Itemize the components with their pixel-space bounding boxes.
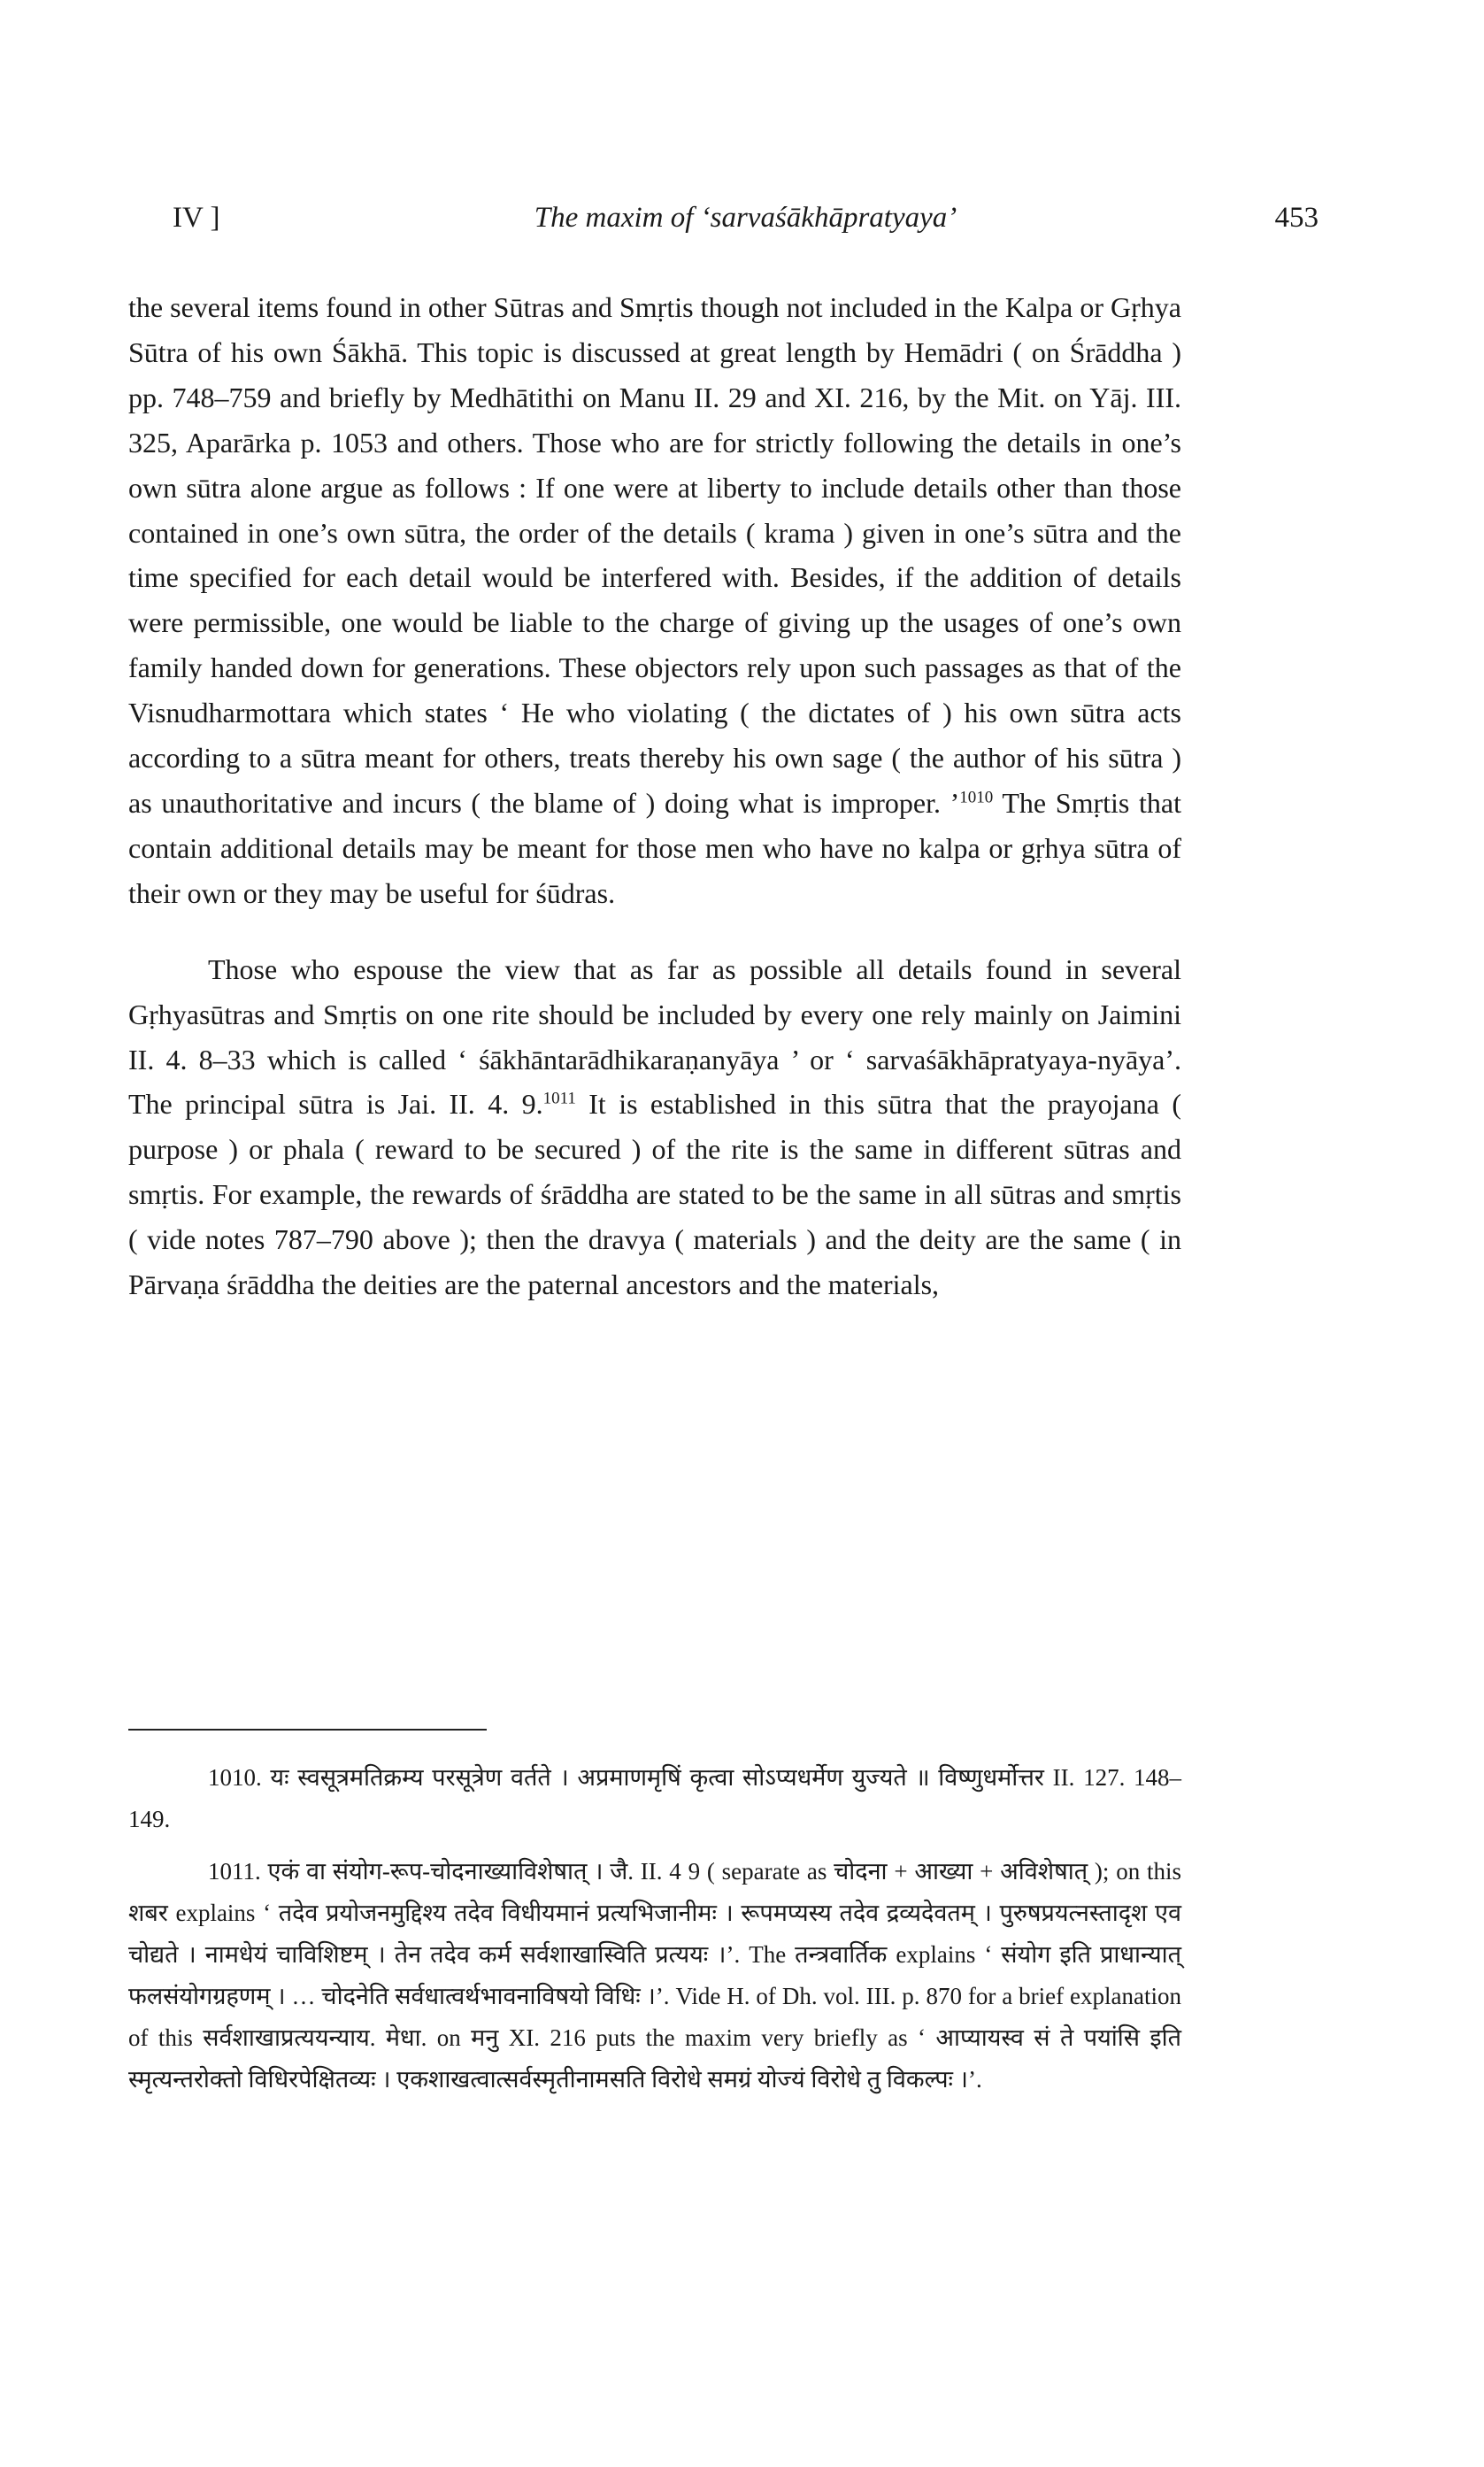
paragraph-2-text: Those who espouse the view that as far as possible all details found in several Gṛhyasūtras and Smṛtis on one rite should be included by every one rely mainly on Jaimini II. 4. 8–33 which is called ‘ śākhāntarādhikaraṇanyāya ’ or ‘ sarvaśākhāpratyaya-nyāya’. The principal sūtra is Jai. II. 4. 9. xyxy=(128,952,1181,1121)
main-text xyxy=(128,285,1181,1307)
footnote-1010: 1010. यः स्वसूत्रमतिक्रम्य परसूत्रेण वर्तते । अप्रमाणमृषिं कृत्वा सोऽप्यधर्मेण युज्यते ॥ विष्णुधर्मोत्तर II. 127. 148–149. xyxy=(128,1764,1181,1832)
footnote-ref-1010: 1010 xyxy=(959,788,994,807)
paragraph-1 xyxy=(128,285,1181,916)
chapter-number: IV ] xyxy=(173,202,220,234)
paragraph-1-continued: The Smṛtis that contain additional details may be meant for those men who have no kalpa or gṛhya sūtra of their own or they may be useful for śūdras. xyxy=(128,786,1182,909)
footnote-ref-1011: 1011 xyxy=(542,1089,576,1108)
running-title: The maxim of ‘sarvaśākhāpratyaya’ xyxy=(534,202,957,234)
footnotes xyxy=(128,1757,1181,2101)
paragraph-2-continued: It is established in this sūtra that the prayojana ( purpose ) or phala ( reward to be secured ) of the rite is the same in different sūtras and smṛtis. For example, the rewards of śrāddha are stated to be the same in all sūtras and smṛtis ( vide notes 787–790 above ); then the dravya ( materials ) and the deity are the same ( in Pārvaṇa śrāddha the deities are the paternal ancestors and the materials, xyxy=(128,1088,1182,1301)
footnote-separator xyxy=(128,1729,487,1731)
paragraph-2 xyxy=(128,947,1181,1307)
running-header xyxy=(173,202,1319,244)
page-number: 453 xyxy=(1274,202,1319,234)
paragraph-1-text: the several items found in other Sūtras and Smṛtis though not included in the Kalpa or Gṛhya Sūtra of his own Śākhā. This topic is discussed at great length by Hemādri ( on Śrāddha ) pp. 748–759 and briefly by Medhātithi on Manu II. 29 and XI. 216, by the Mit. on Yāj. III. 325, Aparārka p. 1053 and others. Those who are for strictly following the details in one’s own sūtra alone argue as follows : If one were at liberty to include details other than those contained in one’s own sūtra, the order of the details ( krama ) given in one’s sūtra and the time specified for each detail would be interfered with. Besides, if the addition of details were permissible, one would be liable to the charge of giving up the usages of one’s own family handed down for generations. These objectors rely upon such passages as that of the Visnudharmottara which states ‘ He who violating ( the dictates of ) his own sūtra acts according to a sūtra meant for others, treats thereby his own sage ( the author of his sūtra ) as unauthoritative and incurs ( the blame of ) doing what is improper. ’ xyxy=(128,291,1181,819)
footnote-1011: 1011. एकं वा संयोग-रूप-चोदनाख्याविशेषात् । जै. II. 4 9 ( separate as चोदना + आख्या + अविशेषात् ); on this शबर explains ‘ तदेव प्रयोजनमुद्दिश्य तदेव विधीयमानं प्रत्यभिजानीमः । रूपमप्यस्य तदेव द्रव्यदेवतम् । पुरुषप्रयत्नस्तादृश एव चोद्यते । नामधेयं चाविशिष्टम् । तेन तदेव कर्म सर्वशाखास्विति प्रत्ययः ।’. The तन्त्रवार्तिक explains ‘ संयोग इति प्राधान्यात् फलसंयोगग्रहणम् । … चोदनेति सर्वधात्वर्थभावनाविषयो विधिः ।’. Vide H. of Dh. vol. III. p. 870 for a brief explanation of this सर्वशाखाप्रत्ययन्याय. मेधा. on मनु XI. 216 puts the maxim very briefly as ‘ आप्यायस्व सं ते पयांसि इति स्मृत्यन्तरोक्तो विधिरपेक्षितव्यः । एकशाखत्वात्सर्वस्मृतीनामसति विरोधे समग्रं योज्यं विरोधे तु विकल्पः ।’. xyxy=(128,1858,1181,2093)
